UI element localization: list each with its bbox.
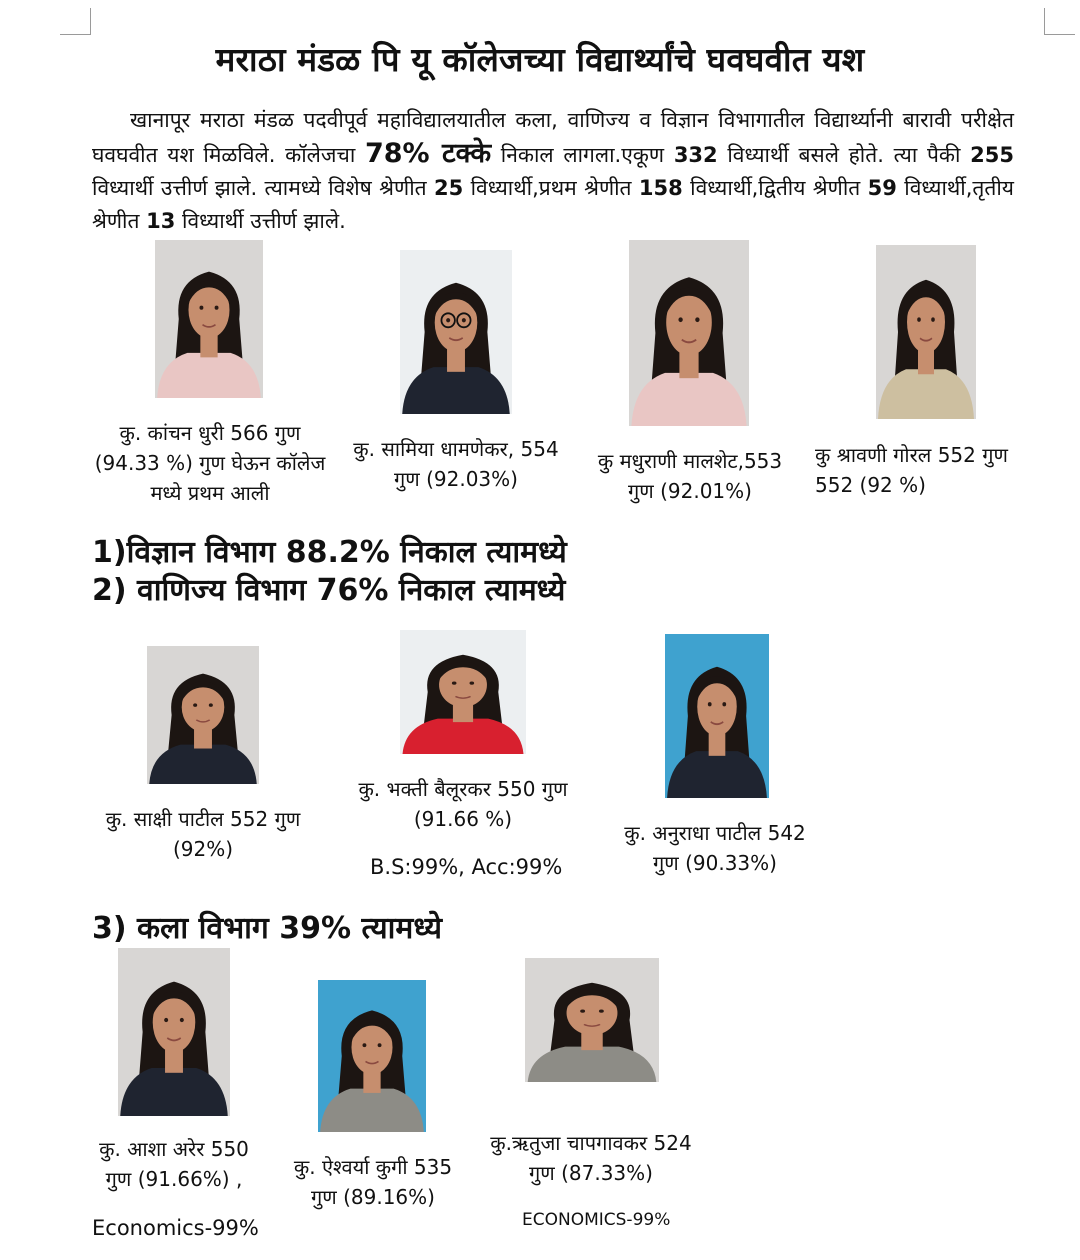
student-photo (525, 958, 659, 1082)
eye-left (362, 1043, 366, 1047)
student-photo (876, 245, 976, 419)
eye-left (164, 1018, 168, 1022)
portrait-graphic (629, 240, 749, 426)
portrait-graphic (147, 646, 259, 784)
eye-left (199, 306, 203, 310)
student-photo (665, 634, 769, 798)
eye-right (470, 682, 475, 685)
eye-right (209, 703, 213, 707)
portrait-graphic (400, 250, 512, 414)
eye-right (378, 1043, 382, 1047)
student-photo (118, 948, 230, 1116)
eye-right (462, 318, 466, 322)
student-photo (400, 250, 512, 414)
eye-right (599, 1010, 604, 1013)
subject-score-note: B.S:99%, Acc:99% (370, 855, 563, 879)
student-caption: कु. साक्षी पाटील 552 गुण (92%) (105, 807, 301, 861)
student-caption: कु.ऋतुजा चापगावकर 524 गुण (87.33%) (490, 1131, 692, 1185)
eye-left (708, 702, 712, 706)
student-photo (400, 630, 526, 754)
portrait-graphic (318, 980, 426, 1132)
page-title: मराठा मंडळ पि यू कॉलेजच्या विद्यार्थ्यांचे घवघवीत यश (215, 40, 865, 79)
student-caption: कु. सामिया धामणेकर, 554 गुण (92.03%) (353, 437, 559, 491)
subject-score-note: ECONOMICS-99% (522, 1210, 671, 1230)
student-caption: कु मधुराणी मालशेट,553 गुण (92.01%) (597, 449, 783, 503)
student-caption: कु श्रावणी गोरल 552 गुण 552 (92 %) (815, 443, 1008, 497)
eye-left (193, 703, 197, 707)
student-caption: कु. भक्ती बैलूरकर 550 गुण (91.66 %) (358, 777, 568, 831)
eye-left (678, 317, 682, 322)
portrait-graphic (400, 630, 526, 754)
intro-paragraph: खानापूर मराठा मंडळ पदवीपूर्व महाविद्यालयातील कला, वाणिज्य व विज्ञान विभागातील विद्यार्थ्यानी बारावी परीक्षेत घवघवीत यश मिळविले. कॉलेजचा 78% टक्के निकाल लागला.एकूण 332 विध्यार्थी बसले होते. त्या पैकी 255 विध्यार्थी उत्तीर्ण झाले. त्यामध्ये विशेष श्रेणीत 25 विध्यार्थी,प्रथम श्रेणीत 158 विध्यार्थी,द्वितीय श्रेणीत 59 विध्यार्थी,तृतीय श्रेणीत 13 विध्यार्थी उत्तीर्ण झाले. (92, 108, 1014, 233)
overall-result: 78% टक्के (364, 138, 492, 169)
student-caption: कु. कांचन धुरी 566 गुण (94.33 %) गुण घेऊन कॉलेज मध्ये प्रथम आली (94, 421, 326, 505)
eye-left (452, 682, 457, 685)
portrait-graphic (525, 958, 659, 1082)
subject-score-note: Economics-99% (92, 1216, 259, 1240)
arts-heading: 3) कला विभाग 39% त्यामध्ये (92, 911, 443, 946)
eye-right (931, 317, 935, 321)
eye-right (722, 702, 726, 706)
page-corner-mark-left (60, 8, 91, 35)
student-photo (629, 240, 749, 426)
commerce-heading: 2) वाणिज्य विभाग 76% निकाल त्यामध्ये (92, 573, 566, 608)
science-heading: 1)विज्ञान विभाग 88.2% निकाल त्यामध्ये (92, 535, 567, 570)
eye-right (215, 306, 219, 310)
student-photo (155, 240, 263, 398)
student-caption: कु. आशा अरेर 550 गुण (91.66%) , (99, 1137, 249, 1191)
student-photo (318, 980, 426, 1132)
student-caption: कु. ऐश्वर्या कुगी 535 गुण (89.16%) (293, 1155, 453, 1209)
eye-right (180, 1018, 184, 1022)
eye-left (446, 318, 450, 322)
portrait-graphic (665, 634, 769, 798)
portrait-graphic (155, 240, 263, 398)
eye-left (917, 317, 921, 321)
page-corner-mark-right (1044, 8, 1075, 35)
portrait-graphic (876, 245, 976, 419)
student-caption: कु. अनुराधा पाटील 542 गुण (90.33%) (624, 821, 806, 875)
eye-left (580, 1010, 585, 1013)
eye-right (695, 317, 699, 322)
portrait-graphic (118, 948, 230, 1116)
student-photo (147, 646, 259, 784)
